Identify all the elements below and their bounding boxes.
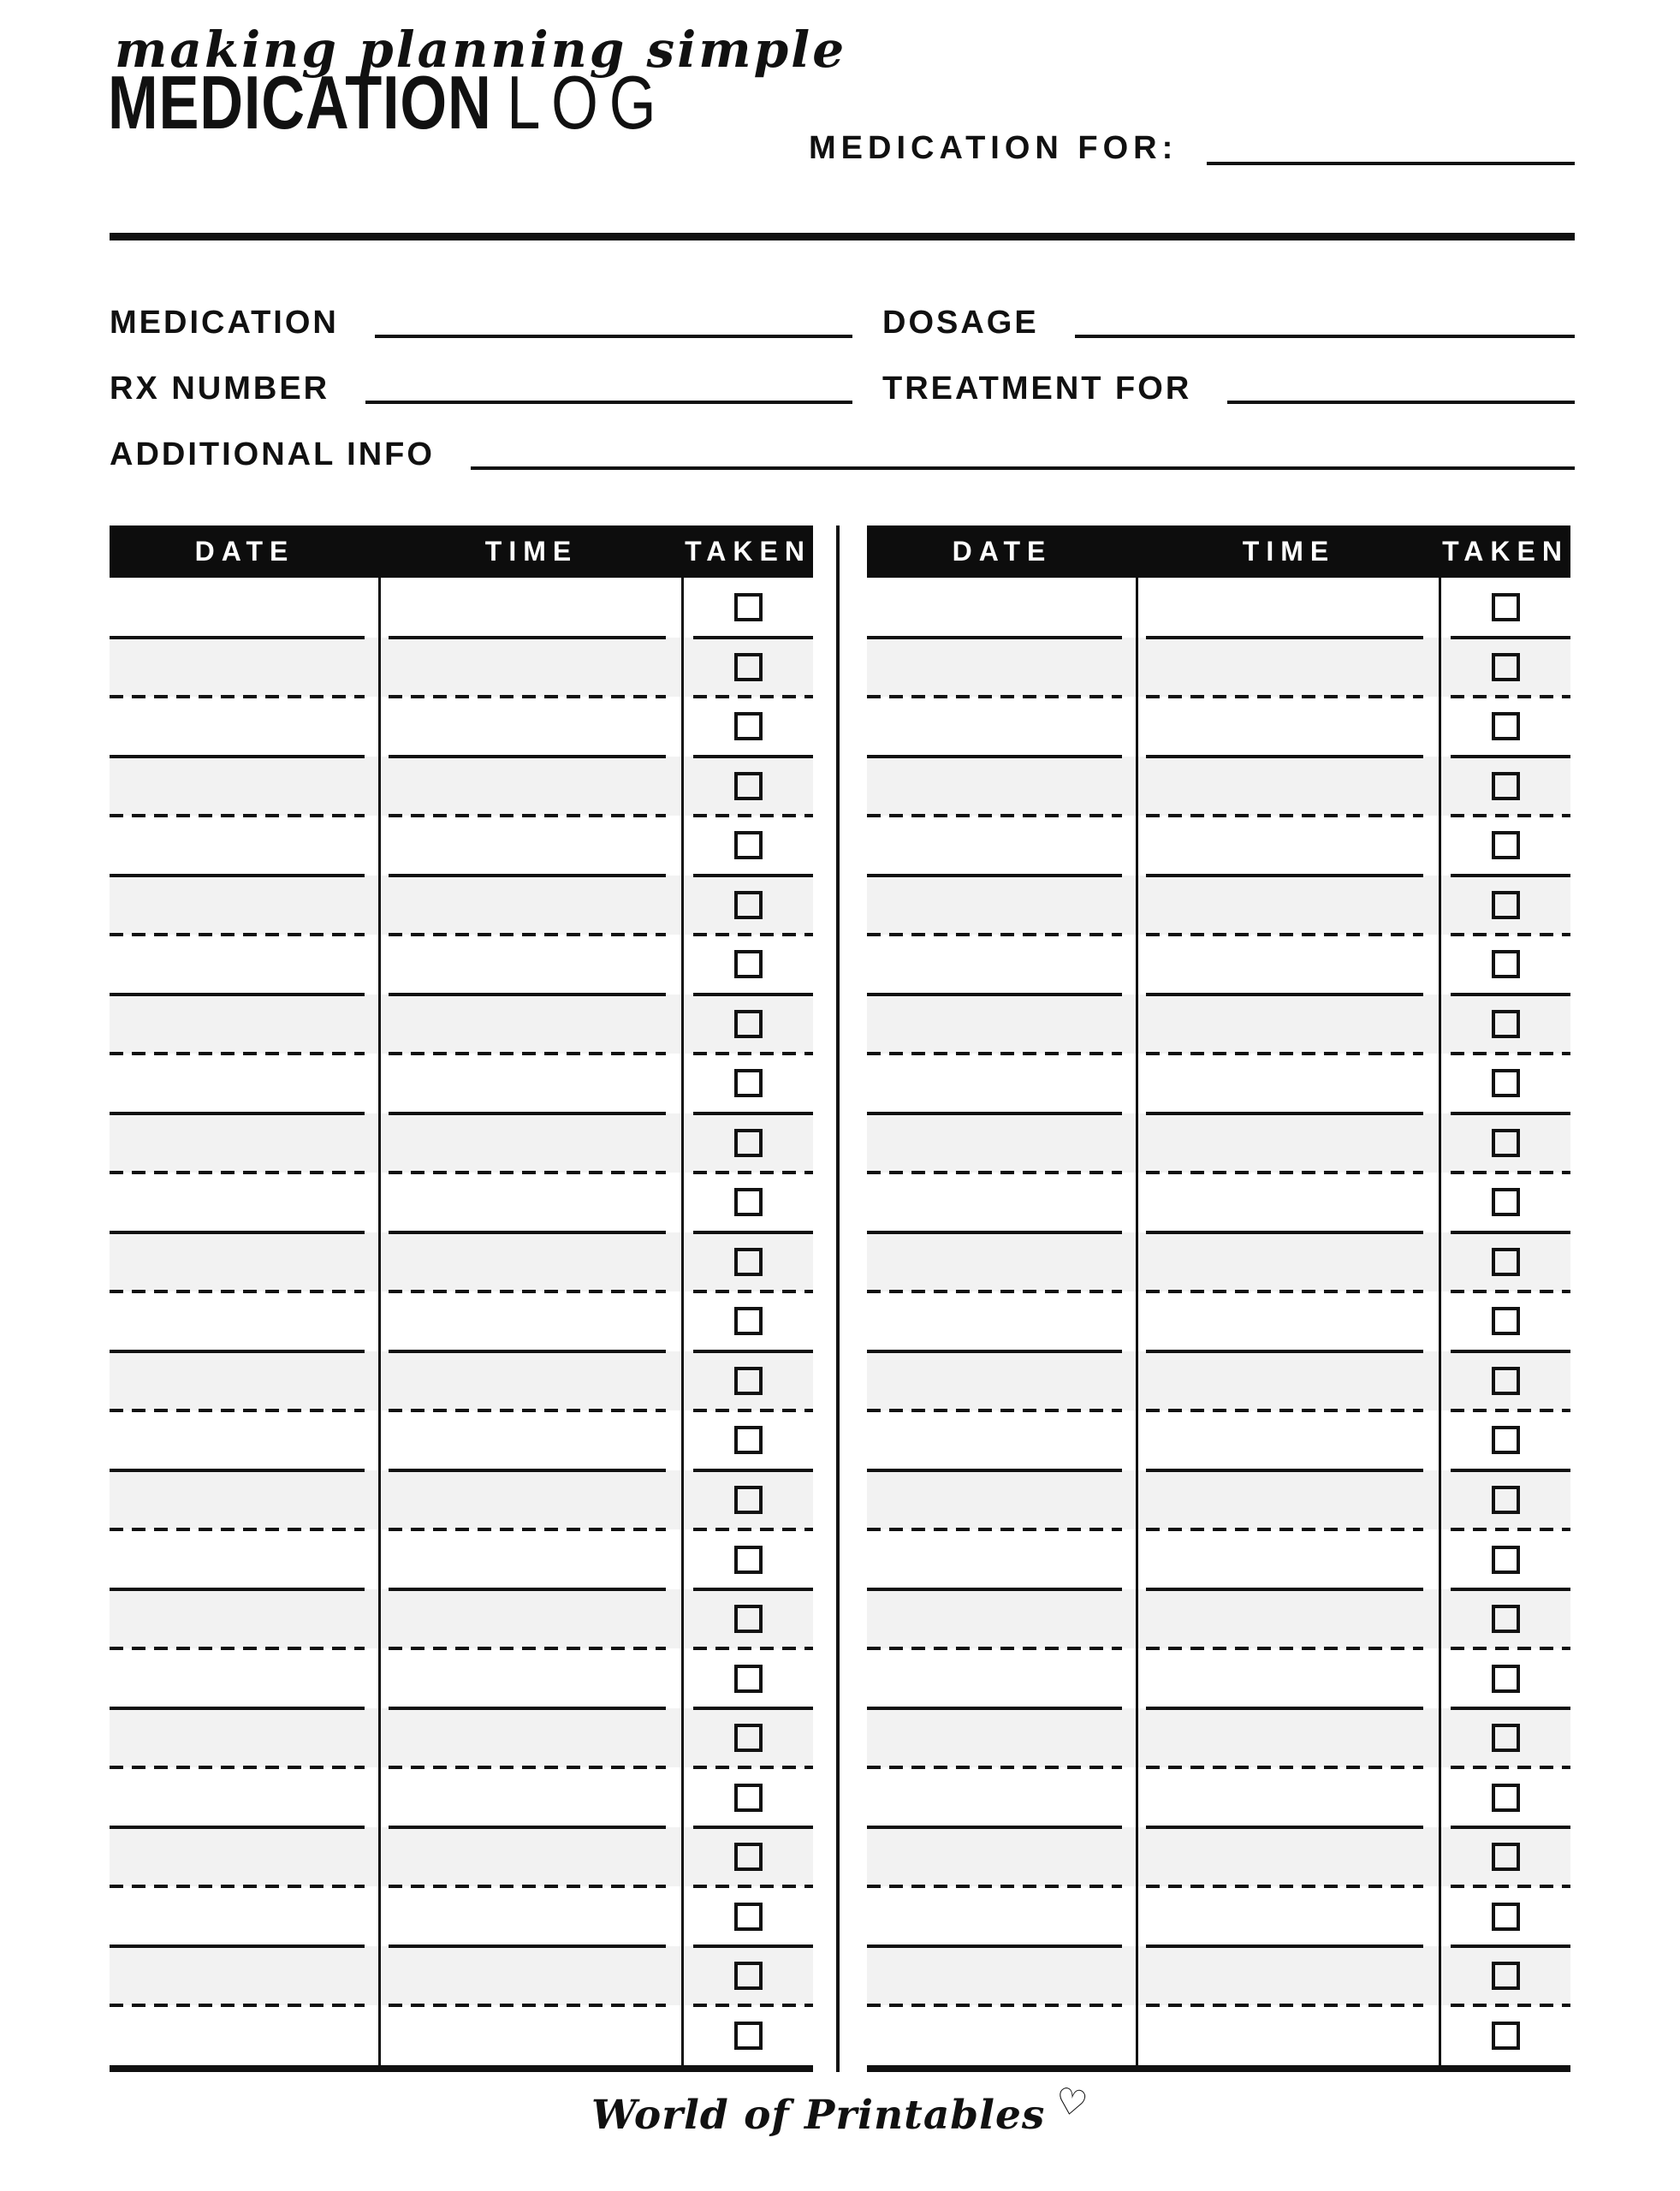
table-header-bar [867,525,1570,578]
log-table-left [110,525,813,2072]
table-row [110,1946,813,2006]
time-cell[interactable] [380,1946,683,2006]
taken-checkbox[interactable] [734,1010,763,1038]
table-row [867,1946,1570,2006]
taken-checkbox[interactable] [1492,1069,1520,1097]
taken-cell[interactable] [683,638,813,698]
table-row [867,1410,1570,1470]
date-cell[interactable] [110,876,380,935]
column-header-date: DATE [952,536,1053,567]
date-cell[interactable] [110,1589,380,1649]
table-row [867,2005,1570,2065]
time-cell[interactable] [1137,1529,1440,1589]
taken-cell[interactable] [683,1827,813,1887]
taken-checkbox[interactable] [734,1069,763,1097]
table-row [867,1648,1570,1708]
taken-cell[interactable] [1440,697,1570,757]
date-cell[interactable] [867,1648,1137,1708]
taken-cell[interactable] [1440,1946,1570,2006]
table-row [867,1529,1570,1589]
taken-checkbox[interactable] [1492,950,1520,978]
table-row [110,995,813,1054]
taken-checkbox[interactable] [1492,1248,1520,1276]
taken-checkbox[interactable] [1492,1903,1520,1931]
table-row [110,1113,813,1173]
table-row [867,1886,1570,1946]
taken-checkbox[interactable] [1492,1843,1520,1871]
taken-checkbox[interactable] [1492,2022,1520,2050]
taken-cell[interactable] [1440,2005,1570,2065]
date-cell[interactable] [867,876,1137,935]
time-cell[interactable] [380,2005,683,2065]
time-cell[interactable] [380,935,683,995]
taken-cell[interactable] [1440,1529,1570,1589]
time-cell[interactable] [380,638,683,698]
date-cell[interactable] [867,578,1137,638]
date-cell[interactable] [867,1173,1137,1232]
column-header-time: TIME [1242,536,1336,567]
table-divider [836,525,840,2072]
taken-cell[interactable] [683,1232,813,1292]
time-cell[interactable] [1137,935,1440,995]
taken-cell[interactable] [683,1946,813,2006]
time-cell[interactable] [1137,757,1440,816]
taken-checkbox[interactable] [734,1903,763,1931]
taken-checkbox[interactable] [1492,1784,1520,1812]
table-row [110,816,813,876]
taken-cell[interactable] [683,757,813,816]
table-row [110,578,813,638]
log-tables [110,525,1575,2072]
time-cell[interactable] [380,1113,683,1173]
time-cell[interactable] [380,1351,683,1411]
time-cell[interactable] [1137,876,1440,935]
time-cell[interactable] [1137,578,1440,638]
date-cell[interactable] [110,1173,380,1232]
table-row [867,1232,1570,1292]
table-row [110,1232,813,1292]
taken-checkbox[interactable] [1492,1546,1520,1574]
taken-cell[interactable] [1440,876,1570,935]
treatment-for-label: TREATMENT FOR [882,371,1192,407]
taken-cell[interactable] [683,578,813,638]
table-row [110,697,813,757]
date-cell[interactable] [110,1113,380,1173]
date-cell[interactable] [867,1113,1137,1173]
date-cell[interactable] [110,1648,380,1708]
date-cell[interactable] [867,1410,1137,1470]
taken-checkbox[interactable] [734,1962,763,1990]
time-cell[interactable] [380,1470,683,1530]
time-cell[interactable] [1137,1173,1440,1232]
taken-cell[interactable] [1440,816,1570,876]
time-cell[interactable] [1137,1410,1440,1470]
additional-info-label: ADDITIONAL INFO [110,436,435,472]
date-cell[interactable] [110,1291,380,1351]
table-row [867,995,1570,1054]
taken-cell[interactable] [1440,1767,1570,1827]
table-row [867,816,1570,876]
taken-cell[interactable] [683,1708,813,1768]
date-cell[interactable] [867,1291,1137,1351]
column-header-time: TIME [484,536,579,567]
taken-cell[interactable] [683,876,813,935]
taken-cell[interactable] [1440,1470,1570,1530]
time-cell[interactable] [1137,1113,1440,1173]
date-cell[interactable] [110,1946,380,2006]
table-row [867,1470,1570,1530]
time-cell[interactable] [1137,1648,1440,1708]
taken-checkbox[interactable] [734,1665,763,1693]
table-row [110,1529,813,1589]
table-row [867,1113,1570,1173]
time-cell[interactable] [380,697,683,757]
taken-cell[interactable] [1440,578,1570,638]
taken-checkbox[interactable] [734,1784,763,1812]
table-row [867,1054,1570,1113]
table-row [867,1589,1570,1649]
taken-checkbox[interactable] [734,1129,763,1157]
time-cell[interactable] [1137,1291,1440,1351]
date-cell[interactable] [110,1827,380,1887]
date-cell[interactable] [110,1767,380,1827]
taken-cell[interactable] [1440,1173,1570,1232]
taken-checkbox[interactable] [734,1248,763,1276]
date-cell[interactable] [110,1470,380,1530]
time-cell[interactable] [1137,1767,1440,1827]
time-cell[interactable] [380,995,683,1054]
date-cell[interactable] [110,995,380,1054]
date-cell[interactable] [867,1767,1137,1827]
table-body [110,578,813,2065]
column-header-date: DATE [194,536,295,567]
table-row [867,1173,1570,1232]
taken-checkbox[interactable] [1492,1962,1520,1990]
taken-cell[interactable] [1440,1351,1570,1411]
table-row [867,697,1570,757]
date-cell[interactable] [110,1529,380,1589]
taken-checkbox[interactable] [1492,772,1520,800]
taken-checkbox[interactable] [1492,831,1520,859]
taken-cell[interactable] [683,816,813,876]
taken-checkbox[interactable] [1492,653,1520,681]
taken-cell[interactable] [683,995,813,1054]
tagline-script: making planning simple [115,21,847,79]
taken-checkbox[interactable] [734,593,763,621]
taken-checkbox[interactable] [734,950,763,978]
time-cell[interactable] [380,1648,683,1708]
taken-cell[interactable] [683,1113,813,1173]
table-row [110,2005,813,2065]
time-cell[interactable] [380,1410,683,1470]
date-cell[interactable] [867,697,1137,757]
taken-checkbox[interactable] [734,1307,763,1335]
taken-checkbox[interactable] [734,1546,763,1574]
taken-cell[interactable] [683,1529,813,1589]
taken-checkbox[interactable] [1492,1307,1520,1335]
table-row [110,1827,813,1887]
table-row [867,876,1570,935]
time-cell[interactable] [1137,1054,1440,1113]
field-row-1 [110,301,1575,342]
time-cell[interactable] [380,1529,683,1589]
taken-checkbox[interactable] [734,1843,763,1871]
table-row [110,1173,813,1232]
date-cell[interactable] [867,1946,1137,2006]
time-cell[interactable] [380,578,683,638]
time-cell[interactable] [1137,1589,1440,1649]
time-cell[interactable] [1137,1886,1440,1946]
taken-cell[interactable] [1440,1827,1570,1887]
time-cell[interactable] [1137,697,1440,757]
date-cell[interactable] [867,935,1137,995]
date-cell[interactable] [110,816,380,876]
taken-cell[interactable] [1440,1648,1570,1708]
table-row [867,1767,1570,1827]
time-cell[interactable] [1137,1827,1440,1887]
time-cell[interactable] [380,1767,683,1827]
heart-icon: ♡ [1052,2079,1093,2126]
time-cell[interactable] [1137,1351,1440,1411]
date-cell[interactable] [110,1708,380,1768]
date-cell[interactable] [110,757,380,816]
table-row [867,1291,1570,1351]
taken-checkbox[interactable] [1492,1010,1520,1038]
taken-checkbox[interactable] [734,772,763,800]
column-header-taken: TAKEN [1442,536,1569,567]
taken-checkbox[interactable] [1492,1367,1520,1395]
rx-number-label: RX NUMBER [110,371,330,407]
time-cell[interactable] [380,1589,683,1649]
time-cell[interactable] [380,816,683,876]
taken-checkbox[interactable] [734,1426,763,1454]
date-cell[interactable] [110,935,380,995]
brand-footer [0,2079,1680,2139]
table-row [110,1589,813,1649]
date-cell[interactable] [867,1886,1137,1946]
taken-checkbox[interactable] [1492,1724,1520,1752]
table-row [110,757,813,816]
taken-cell[interactable] [1440,1886,1570,1946]
table-row [110,638,813,698]
log-table-right [867,525,1570,2072]
time-cell[interactable] [1137,1708,1440,1768]
taken-checkbox[interactable] [1492,1486,1520,1514]
table-row [110,1767,813,1827]
time-cell[interactable] [1137,995,1440,1054]
date-cell[interactable] [867,816,1137,876]
taken-checkbox[interactable] [1492,1665,1520,1693]
field-row-3 [110,433,1575,474]
date-cell[interactable] [867,1589,1137,1649]
header-divider-rule [110,233,1575,240]
date-cell[interactable] [867,1054,1137,1113]
table-bottom-rule [110,2065,813,2072]
taken-cell[interactable] [683,1589,813,1649]
date-cell[interactable] [110,2005,380,2065]
additional-info-input-line[interactable] [471,466,1575,470]
taken-checkbox[interactable] [734,712,763,740]
info-fields [110,291,1575,488]
column-header-taken: TAKEN [685,536,811,567]
time-cell[interactable] [1137,2005,1440,2065]
taken-cell[interactable] [1440,1291,1570,1351]
date-cell[interactable] [110,578,380,638]
taken-cell[interactable] [683,2005,813,2065]
table-row [110,1351,813,1411]
time-cell[interactable] [1137,1946,1440,2006]
taken-checkbox[interactable] [1492,1605,1520,1633]
date-cell[interactable] [867,995,1137,1054]
taken-checkbox[interactable] [1492,593,1520,621]
column-separator [681,578,684,2065]
date-cell[interactable] [867,2005,1137,2065]
column-separator [378,578,381,2065]
taken-cell[interactable] [683,1173,813,1232]
date-cell[interactable] [867,1232,1137,1292]
taken-cell[interactable] [1440,935,1570,995]
taken-cell[interactable] [683,1470,813,1530]
rx-number-input-line[interactable] [365,401,852,404]
date-cell[interactable] [867,1708,1137,1768]
time-cell[interactable] [380,1886,683,1946]
taken-checkbox[interactable] [734,1724,763,1752]
time-cell[interactable] [380,1173,683,1232]
table-row [110,1648,813,1708]
dosage-label: DOSAGE [882,305,1039,341]
table-row [867,757,1570,816]
taken-cell[interactable] [683,1410,813,1470]
taken-cell[interactable] [1440,757,1570,816]
taken-checkbox[interactable] [734,1486,763,1514]
taken-cell[interactable] [683,1054,813,1113]
time-cell[interactable] [380,1232,683,1292]
page-title-primary: MEDICATION [108,60,492,145]
medication-input-line[interactable] [375,335,852,338]
date-cell[interactable] [110,697,380,757]
table-row [867,1351,1570,1411]
time-cell[interactable] [380,1827,683,1887]
taken-cell[interactable] [1440,1113,1570,1173]
brand-name: World of Printables [591,2092,1046,2139]
table-header-bar [110,525,813,578]
date-cell[interactable] [110,638,380,698]
table-row [867,1827,1570,1887]
time-cell[interactable] [380,1054,683,1113]
table-row [867,638,1570,698]
taken-cell[interactable] [683,1886,813,1946]
taken-cell[interactable] [1440,1232,1570,1292]
taken-cell[interactable] [1440,1708,1570,1768]
date-cell[interactable] [867,1827,1137,1887]
table-row [110,935,813,995]
table-row [110,1291,813,1351]
table-body [867,578,1570,2065]
taken-checkbox[interactable] [734,891,763,919]
taken-checkbox[interactable] [734,653,763,681]
time-cell[interactable] [1137,1470,1440,1530]
table-row [110,1886,813,1946]
taken-checkbox[interactable] [734,831,763,859]
taken-cell[interactable] [683,935,813,995]
dosage-input-line[interactable] [1075,335,1575,338]
medication-for-input-line[interactable] [1207,162,1575,165]
table-row [867,578,1570,638]
time-cell[interactable] [1137,1232,1440,1292]
table-row [867,1708,1570,1768]
medication-label: MEDICATION [110,305,339,341]
time-cell[interactable] [380,1708,683,1768]
page-title-suffix: LOG [507,60,668,145]
date-cell[interactable] [110,1232,380,1292]
medication-for-label: MEDICATION FOR: [809,130,1178,166]
taken-cell[interactable] [1440,638,1570,698]
taken-checkbox[interactable] [734,1367,763,1395]
table-row [110,1470,813,1530]
taken-checkbox[interactable] [1492,712,1520,740]
column-separator [1136,578,1138,2065]
taken-cell[interactable] [683,1291,813,1351]
taken-checkbox[interactable] [734,1605,763,1633]
taken-checkbox[interactable] [734,1188,763,1216]
time-cell[interactable] [1137,816,1440,876]
date-cell[interactable] [110,1886,380,1946]
taken-cell[interactable] [683,1648,813,1708]
table-row [110,1410,813,1470]
time-cell[interactable] [380,1291,683,1351]
time-cell[interactable] [1137,638,1440,698]
date-cell[interactable] [110,1410,380,1470]
date-cell[interactable] [867,1351,1137,1411]
date-cell[interactable] [867,1529,1137,1589]
taken-checkbox[interactable] [1492,1188,1520,1216]
taken-cell[interactable] [683,697,813,757]
taken-cell[interactable] [683,1767,813,1827]
date-cell[interactable] [110,1054,380,1113]
taken-cell[interactable] [1440,1589,1570,1649]
date-cell[interactable] [867,638,1137,698]
medication-for-field [809,128,1575,168]
table-row [110,876,813,935]
taken-cell[interactable] [1440,1054,1570,1113]
taken-checkbox[interactable] [734,2022,763,2050]
date-cell[interactable] [110,1351,380,1411]
taken-checkbox[interactable] [1492,891,1520,919]
taken-cell[interactable] [1440,995,1570,1054]
table-row [110,1708,813,1768]
taken-checkbox[interactable] [1492,1426,1520,1454]
table-row [867,935,1570,995]
time-cell[interactable] [380,876,683,935]
treatment-for-input-line[interactable] [1227,401,1575,404]
table-row [110,1054,813,1113]
date-cell[interactable] [867,1470,1137,1530]
field-row-2 [110,367,1575,408]
column-separator [1439,578,1441,2065]
taken-checkbox[interactable] [1492,1129,1520,1157]
taken-cell[interactable] [683,1351,813,1411]
taken-cell[interactable] [1440,1410,1570,1470]
time-cell[interactable] [380,757,683,816]
date-cell[interactable] [867,757,1137,816]
table-bottom-rule [867,2065,1570,2072]
